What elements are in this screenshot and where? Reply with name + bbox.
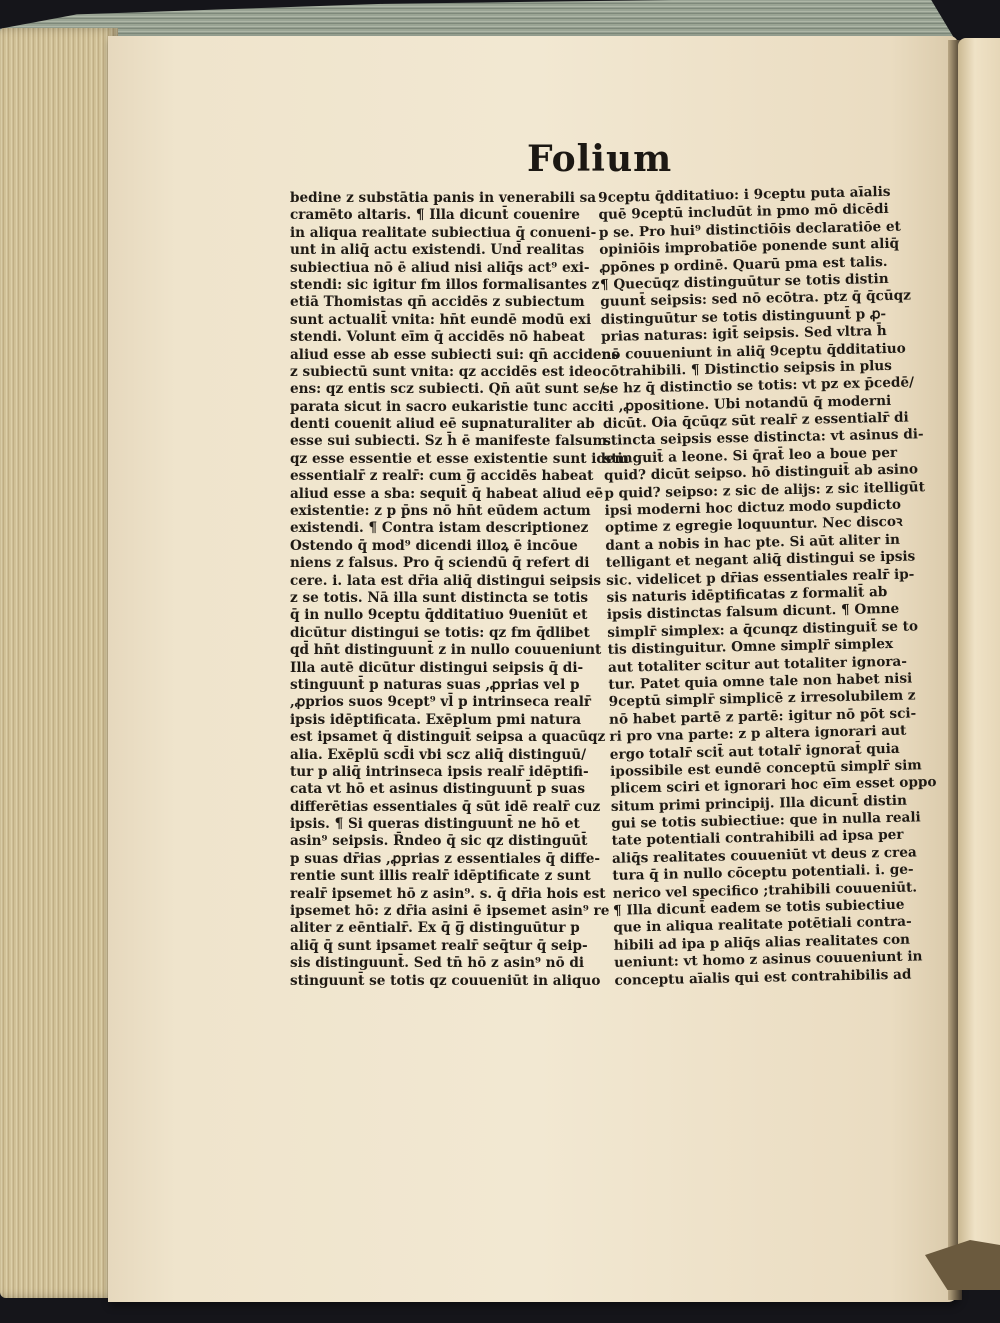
text-line: 9ceptū simplr̄ simplicē z irresolubilem z	[608, 687, 916, 711]
text-line: ens: qz entis scz subiecti. Qn̄ aūt sunt se/	[290, 381, 605, 398]
text-line: stinguit̄ a leone. Si q̄rat̄ leo a boue per	[603, 444, 898, 467]
text-line: ergo totalr̄ scit̄ aut totalr̄ ignorat̄ quia	[609, 740, 900, 763]
text-line: realr̄ ipsemet hō z asin⁹. s. q̄ dr̄ia hois est	[290, 885, 606, 902]
text-line: cōtrahibili. ¶ Distinctio seipsis in plus	[601, 357, 893, 380]
text-line: est ipsamet q̄ distinguit̄ seipsa a quacūqz	[290, 729, 606, 746]
text-line: differētias essentiales q̄ sūt idē realr̄ cuz	[290, 798, 601, 815]
text-line: ipsemet hō: z dr̄ia asini ē ipsemet asin⁹ re	[290, 903, 610, 920]
text-line: qz esse essentie et esse existentie sunt idem	[290, 450, 629, 467]
text-line: aliud esse a sba: sequit̄ q̄ habeat aliud eē	[290, 485, 604, 502]
text-line: ipsi moderni hoc dictuz modo supdicto	[604, 496, 902, 519]
page-title: Folium	[527, 138, 673, 180]
text-line: alia. Exēplū scd̄i vbi scz aliq̄ distinguū/	[290, 746, 587, 763]
text-line: aliq̄ q̄ sunt ipsamet realr̄ seq̄tur q̄ seip-	[290, 937, 588, 954]
text-line: dicūtur distingui se totis: qz fm q̄dlibet	[290, 624, 590, 641]
text-line: ¶ Quecūqz distinguūtur se totis distin	[599, 270, 889, 293]
text-line: tate potentiali contrahibili ad ipsa per	[611, 827, 904, 850]
text-line: guunt̄ seipsis: sed nō ecōtra. ptz q̄ q̄cūqz	[600, 287, 912, 311]
text-line: ipsis idēptificata. Exēplum pmi natura	[290, 711, 582, 728]
text-line: stinguunt̄ se totis qz couueniūt in aliquo	[290, 972, 601, 989]
text-line: nō habet partē z partē: igitur nō pōt sci-	[608, 705, 917, 728]
right-text-column	[598, 183, 937, 990]
text-line: plicem sciri et ignorari hoc eīm esset oppo	[610, 774, 937, 798]
text-line: 9ceptu q̄dditatiuo: i 9ceptu puta aīalis	[598, 183, 891, 206]
text-line: simplr̄ simplex: a q̄cunqz distinguit̄ se to	[607, 618, 919, 641]
text-line: sis naturis idēptificatas z formalit̄ ab	[606, 584, 888, 606]
text-line: q̄ in nullo 9ceptu q̄dditatiuo 9ueniūt et	[290, 607, 588, 624]
text-line: distinguūtur se totis distinguunt̄ p ꝓ-	[600, 305, 887, 328]
text-line: cramēto altaris. ¶ Illa dicunt̄ couenire	[290, 207, 580, 224]
text-line: asin⁹ seipsis. R̄ndeo q̄ sic qz distinguūt̄	[290, 833, 588, 850]
text-line: existentie: z p p̄ns nō hn̄t eūdem actum	[290, 503, 591, 520]
text-line: cere. i. lata est dr̄ia aliq̄ distingui seipsis	[290, 572, 602, 589]
text-line: unt in aliq̄ actu existendi. Und̄ realitas	[290, 242, 585, 259]
text-line: ri pro vna parte: z p altera ignorari aut	[609, 722, 907, 745]
text-line: ipsis. ¶ Si queras distinguunt̄ ne hō et	[290, 816, 580, 833]
text-line: p suas dr̄ias ,ꝓprias z essentiales q̄ diffe-	[290, 850, 601, 867]
text-line: p quid? seipso: z sic de alijs: z sic itelligūt	[604, 478, 926, 502]
text-line: tur p aliq̄ intrinseca ipsis realr̄ idēptifi-	[290, 763, 589, 780]
page-block-left	[0, 28, 118, 1298]
facing-page-edge	[958, 38, 1000, 1268]
text-line: quid? dicūt seipso. hō distinguit̄ ab asino	[603, 461, 919, 485]
text-line: aliter z eēntialr̄. Ex q̄ g̅ distinguūtur p	[290, 920, 580, 937]
text-line: tis distinguitur. Omne simplr̄ simplex	[607, 636, 894, 659]
text-line: stinguunt̄ p naturas suas ,ꝓprias vel p	[290, 676, 580, 693]
text-line: denti couenit aliud eē supnaturaliter ab	[290, 416, 595, 433]
text-line: ueniunt: vt homo z asinus couueniunt in	[614, 948, 923, 972]
text-line: z se totis. Nā illa sunt distincta se totis	[290, 589, 589, 606]
text-line: subiectiua nō ē aliud nisi aliq̄s act⁹ exi-	[290, 259, 590, 276]
text-line: aut totaliter scitur aut totaliter ignora-	[607, 653, 908, 676]
text-line: stendi. Volunt eīm q̄ accidēs nō habeat	[290, 329, 585, 346]
text-line: ti ,ꝓpositione. Ubi notandū q̄ moderni	[602, 392, 892, 415]
text-line: essentialr̄ z realr̄: cum g̅ accidēs habeat	[290, 468, 594, 485]
text-line: cata vt hō et asinus distinguunt̄ p suas	[290, 781, 585, 798]
text-line: situm primi principij. Illa dicunt̄ distin	[610, 792, 908, 815]
text-line: qd̄ hn̄t distinguunt̄ z in nullo couueniunt	[290, 642, 602, 659]
text-line: sunt actualit̄ vnita: hn̄t eundē modū exi	[290, 311, 592, 328]
text-line: conceptu aīalis qui est contrahibilis ad	[614, 966, 912, 989]
text-line: ꝓpōnes p ordinē. Quarū pma est talis.	[599, 253, 888, 276]
text-line: hibili ad ipa p aliq̄s alias realitates con	[613, 931, 911, 954]
left-text-column	[290, 190, 629, 990]
text-line: aliud esse ab esse subiecti sui: qn̄ accidens	[290, 346, 620, 363]
text-line: sis distinguunt̄. Sed tn̄ hō z asin⁹ nō di	[290, 955, 585, 972]
text-line: opiniōis improbatiōe ponende sunt aliq̄	[599, 235, 900, 259]
text-line: tura q̄ in nullo cōceptu potentiali. i. ge-	[612, 861, 914, 885]
text-line: prias naturas: igit̄ seipsis. Sed vltra h̄	[600, 323, 887, 346]
text-line: z subiectū sunt vnita: qz accidēs est ideo	[290, 363, 602, 380]
text-line: bedine z substātia panis in venerabili sa	[290, 190, 597, 206]
text-line: niens z falsus. Pro q̄ sciendū q̄ refert di	[290, 555, 590, 572]
text-line: ipsis distinctas falsum dicunt. ¶ Omne	[606, 601, 900, 624]
text-line: ¶ Illa dicunt̄ eadem se totis subiectiue	[612, 896, 905, 919]
text-line: dant a nobis in hac pte. Si aūt aliter in	[605, 531, 901, 554]
text-line: rentie sunt illis realr̄ idēptificate z sunt	[290, 868, 591, 885]
text-line: dicūt. Oia q̄cūqz sūt realr̄ z essentialr̄ di	[602, 409, 909, 433]
text-line: se hz q̄ distinctio se totis: vt pz ex p̄cedē/	[602, 374, 915, 398]
text-line: parata sicut in sacro eukaristie tunc acci	[290, 398, 603, 415]
text-line: esse sui subiecti. Sz h̄ ē manifeste falsum	[290, 433, 607, 450]
text-line: p se. Pro hui⁹ distinctiōis declaratiōe et	[598, 218, 901, 241]
text-line: telligant et negant aliq̄ distingui se ipsis	[605, 548, 916, 572]
text-line: stendi: sic igitur fm illos formalisantes z	[290, 276, 600, 293]
text-line: etiā Thomistas qn̄ accidēs z subiectum	[290, 294, 585, 311]
text-line: nō couueniunt in aliq̄ 9ceptu q̄dditatiuo	[601, 340, 906, 363]
text-line: que in aliqua realitate potētiali contra-	[613, 914, 912, 937]
text-line: ipossibile est eundē conceptū simplr̄ sim	[610, 757, 922, 780]
text-line: stincta seipsis esse distincta: vt asinus di-	[603, 426, 924, 450]
text-line: in aliqua realitate subiectiua q̄ conueni-	[290, 224, 597, 241]
text-line: optime z egregie loquuntur. Nec discoꝛ	[604, 514, 903, 537]
text-line: Illa autē dicūtur distingui seipsis q̄ di-	[290, 659, 584, 676]
text-line: existendi. ¶ Contra istam descriptionez	[290, 520, 589, 537]
text-line: nerico vel specifico ;trahibili couueniūt.	[612, 879, 918, 902]
text-line: sic. videlicet p dr̄ias essentiales realr̄ ip-	[606, 566, 915, 589]
text-line: gui se totis subiectiue: que in nulla reali	[611, 809, 921, 832]
text-line: aliq̄s realitates couueniūt vt deus z crea	[611, 844, 917, 867]
text-line: tur. Patet quia omne tale non habet nisi	[608, 670, 913, 693]
text-line: quē 9ceptū includūt in pmo mō dicēdi	[598, 201, 889, 224]
text-line: Ostendo q̄ mod⁹ dicendi illoꝝ ē incōue	[290, 537, 578, 554]
text-line: ,ꝓprios suos 9cept⁹ vl̄ p intrinseca realr̄	[290, 694, 592, 711]
